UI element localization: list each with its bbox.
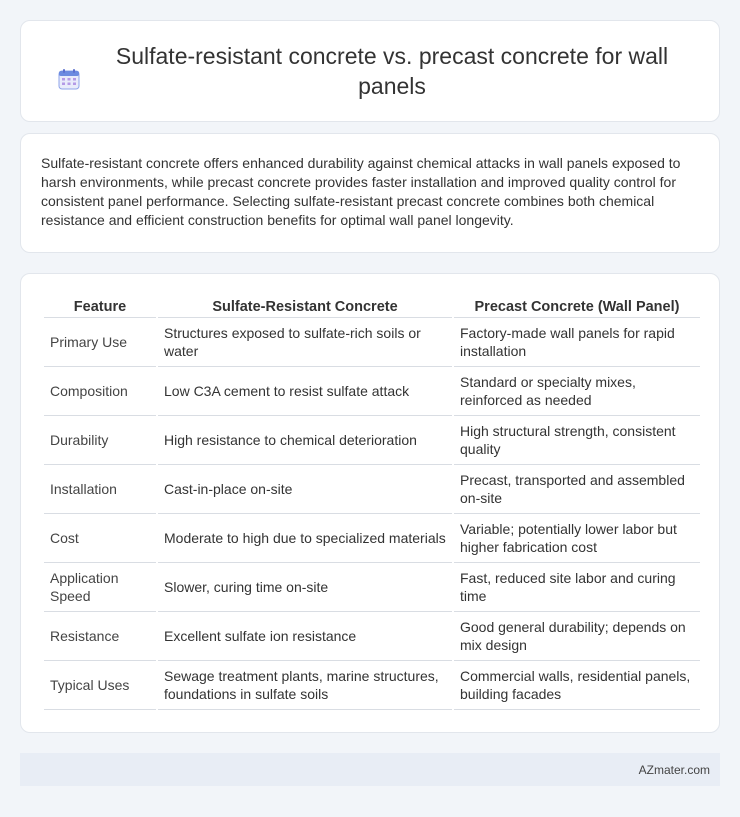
table-row bbox=[44, 514, 700, 563]
cell-feature: Primary Use bbox=[44, 318, 156, 367]
table-row bbox=[44, 563, 700, 612]
comparison-table bbox=[42, 292, 702, 710]
table-row bbox=[44, 612, 700, 661]
cell-sulfate-resistant: Excellent sulfate ion resistance bbox=[158, 612, 452, 661]
cell-feature: Resistance bbox=[44, 612, 156, 661]
table-row bbox=[44, 465, 700, 514]
intro-paragraph: Sulfate-resistant concrete offers enhanced durability against chemical attacks in wall panels exposed to harsh environments, while precast concrete provides faster installation and improved quality control for consistent panel performance. Selecting sulfate-resistant precast concrete combines both chemical resistance and efficient construction benefits for optimal wall panel longevity. bbox=[41, 155, 681, 228]
header-sulfate-resistant: Sulfate-Resistant Concrete bbox=[158, 292, 452, 318]
cell-sulfate-resistant: Sewage treatment plants, marine structures, foundations in sulfate soils bbox=[158, 661, 452, 710]
cell-precast: High structural strength, consistent quality bbox=[454, 416, 700, 465]
cell-feature: Installation bbox=[44, 465, 156, 514]
cell-sulfate-resistant: High resistance to chemical deterioration bbox=[158, 416, 452, 465]
cell-precast: Standard or specialty mixes, reinforced as needed bbox=[454, 367, 700, 416]
cell-sulfate-resistant: Structures exposed to sulfate-rich soils or water bbox=[158, 318, 452, 367]
cell-precast: Fast, reduced site labor and curing time bbox=[454, 563, 700, 612]
cell-precast: Commercial walls, residential panels, building facades bbox=[454, 661, 700, 710]
cell-feature: Cost bbox=[44, 514, 156, 563]
cell-feature: Application Speed bbox=[44, 563, 156, 612]
calendar-icon bbox=[58, 68, 80, 90]
cell-feature: Durability bbox=[44, 416, 156, 465]
header-feature: Feature bbox=[44, 292, 156, 318]
cell-precast: Good general durability; depends on mix design bbox=[454, 612, 700, 661]
title-card bbox=[20, 20, 720, 122]
header-precast: Precast Concrete (Wall Panel) bbox=[454, 292, 700, 318]
table-row bbox=[44, 661, 700, 710]
cell-sulfate-resistant: Low C3A cement to resist sulfate attack bbox=[158, 367, 452, 416]
footer bbox=[20, 753, 720, 786]
page-title: Sulfate-resistant concrete vs. precast concrete for wall panels bbox=[115, 43, 669, 99]
cell-precast: Variable; potentially lower labor but higher fabrication cost bbox=[454, 514, 700, 563]
cell-sulfate-resistant: Slower, curing time on-site bbox=[158, 563, 452, 612]
cell-precast: Factory-made wall panels for rapid installation bbox=[454, 318, 700, 367]
cell-sulfate-resistant: Moderate to high due to specialized materials bbox=[158, 514, 452, 563]
intro-card bbox=[20, 133, 720, 253]
cell-sulfate-resistant: Cast-in-place on-site bbox=[158, 465, 452, 514]
table-header-row bbox=[44, 292, 700, 318]
footer-site-link[interactable]: AZmater.com bbox=[638, 762, 710, 777]
table-card bbox=[20, 273, 720, 733]
table-row bbox=[44, 367, 700, 416]
cell-feature: Composition bbox=[44, 367, 156, 416]
table-row bbox=[44, 318, 700, 367]
cell-precast: Precast, transported and assembled on-site bbox=[454, 465, 700, 514]
title-wrap bbox=[58, 41, 682, 101]
table-row bbox=[44, 416, 700, 465]
cell-feature: Typical Uses bbox=[44, 661, 156, 710]
